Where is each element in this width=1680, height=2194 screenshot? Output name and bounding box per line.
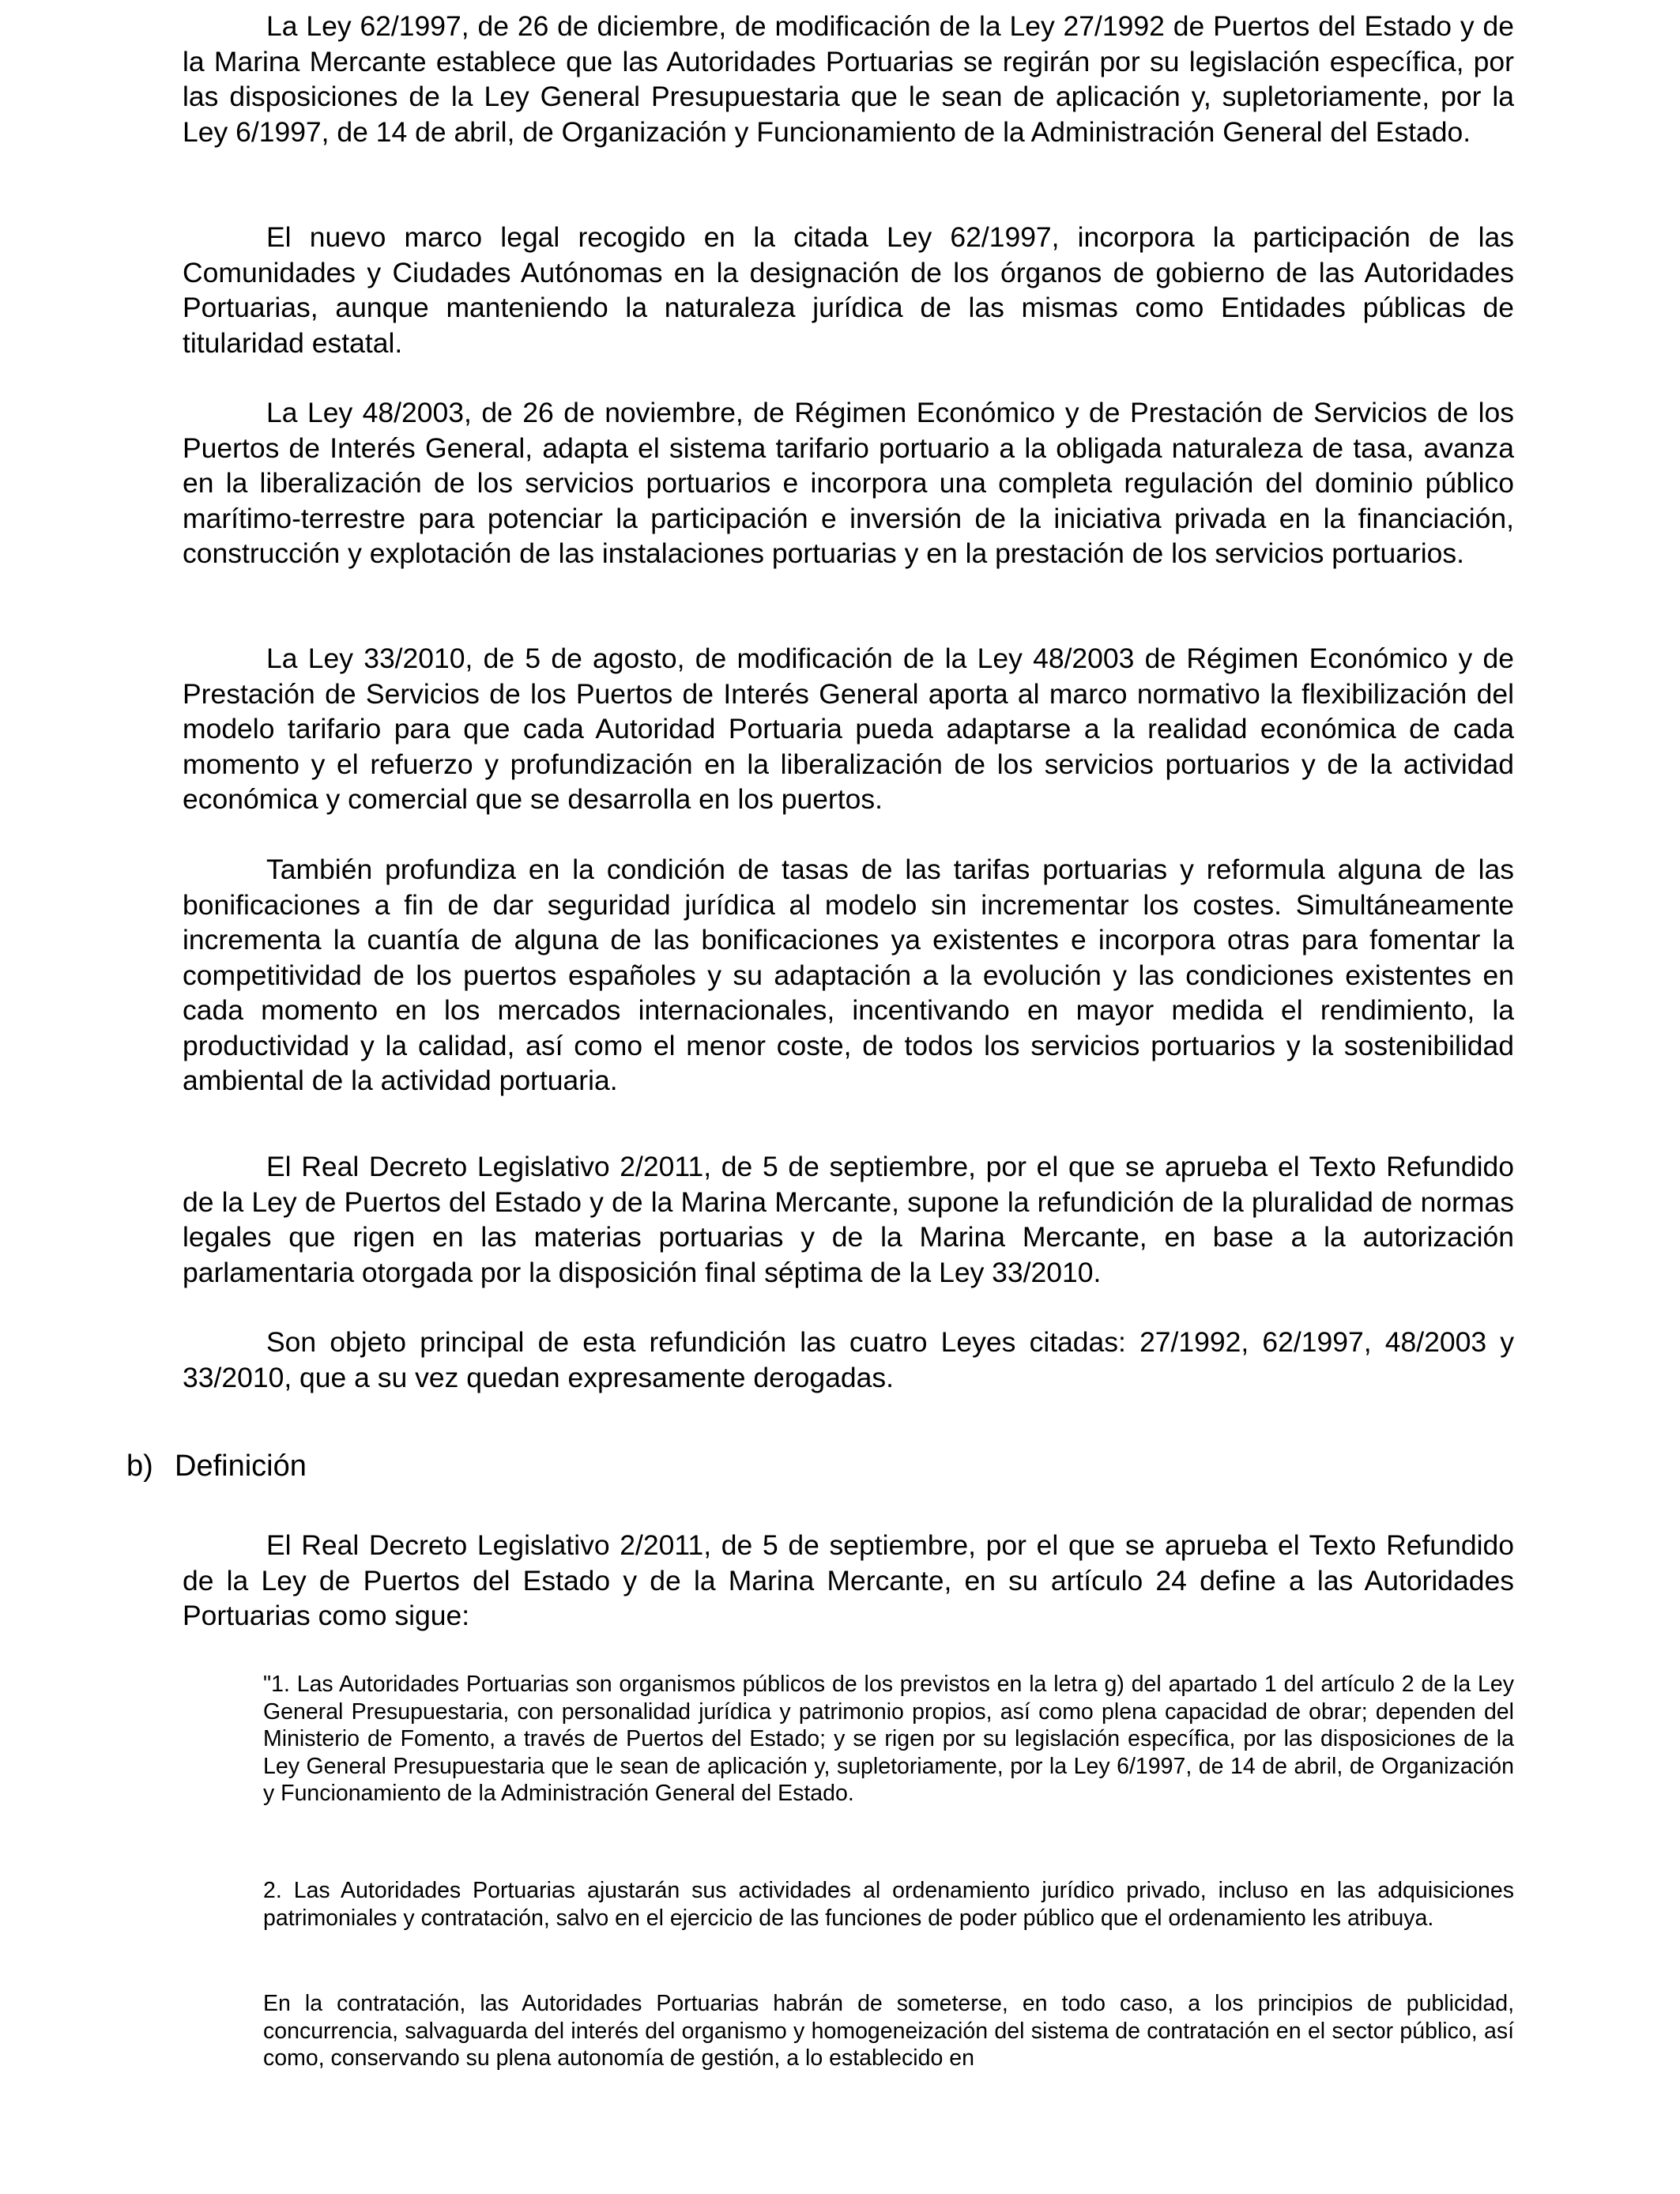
paragraph-refundicion: Son objeto principal de esta refundición las cuatro Leyes citadas: 27/1992, 62/1997, 48/2003 y 33/2010, que a su vez quedan expresamente derogadas. [183,1326,1514,1393]
section-heading [126,1449,307,1483]
paragraph-ley-48-2003: La Ley 48/2003, de 26 de noviembre, de Régimen Económico y de Prestación de Servicios de los Puertos de Interés General, adapta el sistema tarifario portuario a la obligada naturaleza de tasa, avanza en la liberalización de los servicios portuarios e incorpora una completa regulación del dominio público marítimo-terrestre para potenciar la participación e inversión de la iniciativa privada en la financiación, construcción y explotación de las instalaciones portuarias y en la prestación de los servicios portuarios. [183,397,1514,569]
quote-paragraph-3: En la contratación, las Autoridades Portuarias habrán de someterse, en todo caso, a los principios de publicidad, concurrencia, salvaguarda del interés del organismo y homogeneización del sistema de contratación en el sector público, así como, conservando su plena autonomía de gestión, a lo establecido en [263,1991,1514,2071]
section-title: Definición [175,1449,307,1483]
paragraph-definition-intro: El Real Decreto Legislativo 2/2011, de 5 de septiembre, por el que se aprueba el Texto Refundido de la Ley de Puertos del Estado y de la Marina Mercante, en su artículo 24 define a las Autoridades Portuarias como sigue: [183,1529,1514,1631]
paragraph-ley-62-1997: La Ley 62/1997, de 26 de diciembre, de modificación de la Ley 27/1992 de Puertos del Estado y de la Marina Mercante establece que las Autoridades Portuarias se regirán por su legislación específica, por las disposiciones de la Ley General Presupuestaria que le sean de aplicación y, supletoriamente, por la Ley 6/1997, de 14 de abril, de Organización y Funcionamiento de la Administración General del Estado. [183,10,1514,148]
paragraph-real-decreto: El Real Decreto Legislativo 2/2011, de 5 de septiembre, por el que se aprueba el Texto Refundido de la Ley de Puertos del Estado y de la Marina Mercante, supone la refundición de la pluralidad de normas legales que rigen en las materias portuarias y de la Marina Mercante, en base a la autorización parlamentaria otorgada por la disposición final séptima de la Ley 33/2010. [183,1151,1514,1288]
paragraph-ley-33-2010: La Ley 33/2010, de 5 de agosto, de modificación de la Ley 48/2003 de Régimen Económico y de Prestación de Servicios de los Puertos de Interés General aporta al marco normativo la flexibilización del modelo tarifario para que cada Autoridad Portuaria pueda adaptarse a la realidad económica de cada momento y el refuerzo y profundización en la liberalización de los servicios portuarios y de la actividad económica y comercial que se desarrolla en los puertos. [183,643,1514,815]
quote-paragraph-2: 2. Las Autoridades Portuarias ajustarán sus actividades al ordenamiento jurídico privado, incluso en las adquisiciones patrimoniales y contratación, salvo en el ejercicio de las funciones de poder público que el ordenamiento les atribuya. [263,1878,1514,1931]
paragraph-marco-legal: El nuevo marco legal recogido en la citada Ley 62/1997, incorpora la participación de las Comunidades y Ciudades Autónomas en la designación de los órganos de gobierno de las Autoridades Portuarias, aunque manteniendo la naturaleza jurídica de las mismas como Entidades públicas de titularidad estatal. [183,221,1514,359]
quote-paragraph-1: "1. Las Autoridades Portuarias son organismos públicos de los previstos en la letra g) del apartado 1 del artículo 2 de la Ley General Presupuestaria, con personalidad jurídica y patrimonio propios, así como plena capacidad de obrar; dependen del Ministerio de Fomento, a través de Puertos del Estado; y se rigen por su legislación específica, por las disposiciones de la Ley General Presupuestaria que le sean de aplicación y, supletoriamente, por la Ley 6/1997, de 14 de abril, de Organización y Funcionamiento de la Administración General del Estado. [263,1672,1514,1807]
paragraph-profundiza: También profundiza en la condición de tasas de las tarifas portuarias y reformula alguna de las bonificaciones a fin de dar seguridad jurídica al modelo sin incrementar los costes. Simultáneamente incrementa la cuantía de alguna de las bonificaciones ya existentes e incorpora otras para fomentar la competitividad de los puertos españoles y su adaptación a la evolución y las condiciones existentes en cada momento en los mercados internacionales, incentivando en mayor medida el rendimiento, la productividad y la calidad, así como el menor coste, de todos los servicios portuarios y la sostenibilidad ambiental de la actividad portuaria. [183,854,1514,1096]
section-marker: b) [126,1449,153,1483]
